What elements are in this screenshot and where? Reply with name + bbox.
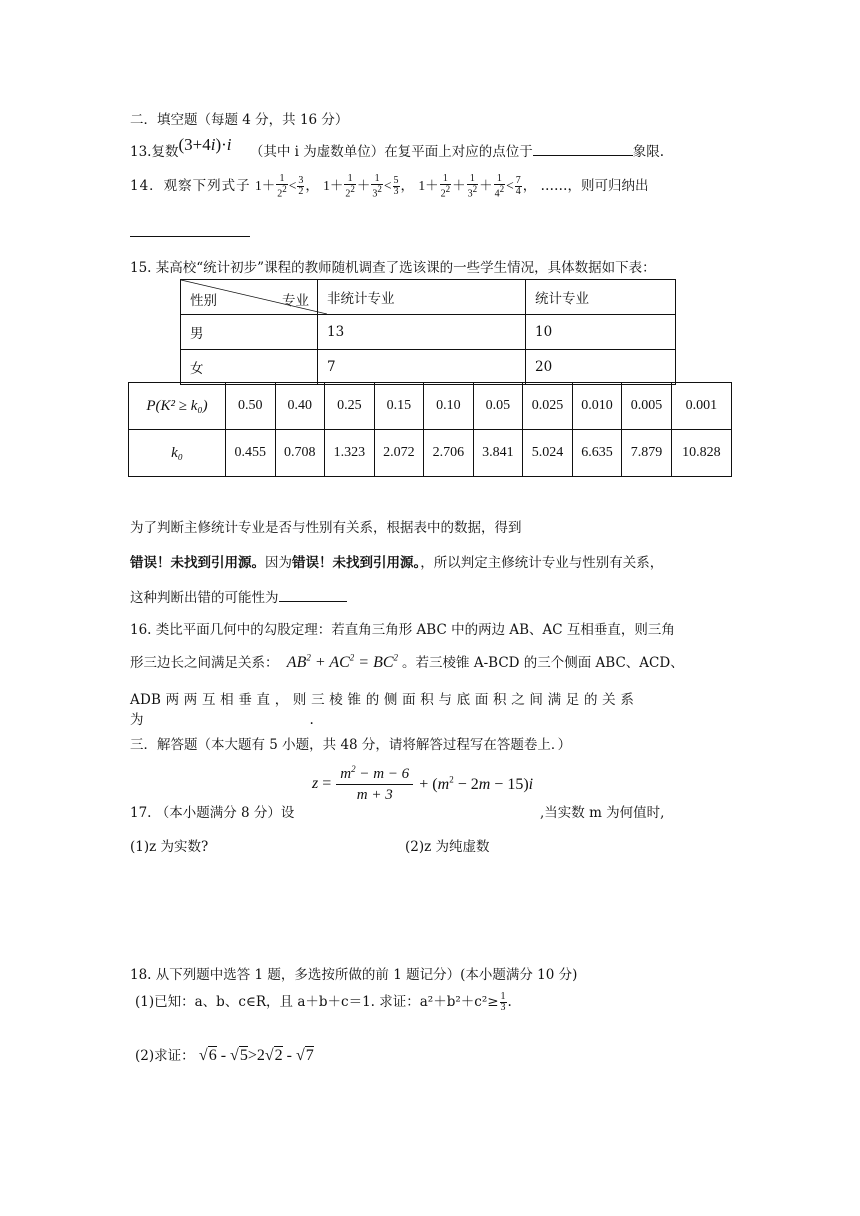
row-label: 男 xyxy=(181,315,318,350)
p-cell: 0.010 xyxy=(572,383,622,430)
q15-line2-tail: ，所以判定主修统计专业与性别有关系， xyxy=(420,555,664,571)
q14-ellipsis: ……，则可归纳出 xyxy=(540,178,649,194)
q17-prefix: 17. （本小题满分 8 分）设 xyxy=(130,805,295,821)
table-row xyxy=(181,315,676,350)
p-cell: 0.40 xyxy=(275,383,325,430)
question-13 xyxy=(130,135,665,161)
q14-formula-1: 1＋ $\frac{1}{2^2}$ < $\frac{3}{2}$ ， xyxy=(254,173,319,200)
q17-part2: (2)z 为纯虚数 xyxy=(405,839,490,855)
q16-formula: $AB^2 + AC^2 = BC^2$ xyxy=(286,652,399,671)
p-cell: 0.001 xyxy=(671,383,731,430)
row-label: 女 xyxy=(181,350,318,385)
k-cell: 0.708 xyxy=(275,430,325,477)
q15-line3 xyxy=(130,586,347,606)
q13-expression: (3+4i)·i xyxy=(178,135,232,154)
k-row xyxy=(129,430,732,477)
q15-line2 xyxy=(130,551,663,571)
k-cell: 5.024 xyxy=(523,430,573,477)
q15-line3-text: 这种判断出错的可能性为 xyxy=(130,590,279,606)
k-cell: 7.879 xyxy=(622,430,672,477)
cell: 13 xyxy=(318,315,526,350)
q15-line1: 为了判断主修统计专业是否与性别有关系，根据表中的数据，得到 xyxy=(130,520,522,536)
q13-mid: （其中 i 为虚数单位）在复平面上对应的点位于 xyxy=(249,144,533,160)
q16-line3: ADB 两 两 互 相 垂 直 ， 则 三 棱 锥 的 侧 面 积 与 底 面 积 之 间 满 足 的 关 系 xyxy=(130,692,635,708)
cell: 10 xyxy=(526,315,676,350)
cell: 7 xyxy=(318,350,526,385)
corner-label-major: 专业 xyxy=(282,293,309,309)
q18-part2 xyxy=(135,1044,314,1065)
p-cell: 0.15 xyxy=(374,383,424,430)
k-cell: 10.828 xyxy=(671,430,731,477)
question-14 xyxy=(130,174,649,200)
critical-value-table xyxy=(128,382,732,477)
because-label: 因为 xyxy=(265,555,292,571)
ref-error-2: 错误！未找到引用源。 xyxy=(292,555,421,571)
q15-intro: 15. 某高校“统计初步”课程的教师随机调查了选该课的一些学生情况，具体数据如下表： xyxy=(130,260,656,276)
q15-answer-blank[interactable] xyxy=(279,601,347,602)
q14-formula-2: 1＋ $\frac{1}{2^2}$ ＋ $\frac{1}{3^2}$ < $\frac{5}{3}$ ， xyxy=(323,173,415,200)
header-stat: 统计专业 xyxy=(526,280,676,315)
q17-formula: z = $\frac{m^2 - m - 6}{m + 3}$ + $(m^2 - 2m - 15)i$ xyxy=(312,764,534,803)
q13-prefix: 13.复数 xyxy=(130,144,179,160)
q16-line2 xyxy=(130,651,684,672)
p-cell: 0.025 xyxy=(523,383,573,430)
q16-line2-prefix: 形三边长之间满足关系： xyxy=(130,655,279,671)
k-row-head: k₀ xyxy=(129,430,226,477)
p-cell: 0.50 xyxy=(226,383,276,430)
ref-error-1: 错误！未找到引用源。 xyxy=(130,555,265,571)
q14-formula-3: 1＋ $\frac{1}{2^2}$ ＋ $\frac{1}{3^2}$ ＋ $\frac{1}{4^2}$ < $\frac{7}{4}$ ， xyxy=(418,173,537,200)
q18-inequality: √6 - √5>2√2 - √7 xyxy=(198,1047,314,1064)
q18-intro: 18. 从下列题中选答 1 题，多选按所做的前 1 题记分）(本小题满分 10 分) xyxy=(130,967,578,983)
table-row xyxy=(181,350,676,385)
q14-prefix: 14．观察下列式子 xyxy=(130,178,251,194)
k-cell: 6.635 xyxy=(572,430,622,477)
q16-line2-suffix: 。若三棱锥 A-BCD 的三个侧面 ABC、ACD、 xyxy=(402,655,684,671)
section2-title: 二．填空题（每题 4 分，共 16 分） xyxy=(130,112,349,128)
table-corner-cell xyxy=(181,280,318,315)
cell: 20 xyxy=(526,350,676,385)
k-cell: 2.706 xyxy=(424,430,474,477)
p-cell: 0.25 xyxy=(325,383,375,430)
q16-line4 xyxy=(130,708,314,728)
corner-label-gender: 性别 xyxy=(190,293,217,309)
k-cell: 2.072 xyxy=(374,430,424,477)
q17-part1: (1)z 为实数? xyxy=(130,839,209,855)
q18-part1-text: (1)已知：a、b、c∈R，且 a＋b＋c＝1. 求证：a²＋b²＋c²≥ xyxy=(135,994,499,1010)
q13-answer-blank[interactable] xyxy=(533,155,633,156)
q13-suffix: 象限. xyxy=(632,144,665,160)
q16-line4-prefix: 为 xyxy=(130,712,144,728)
header-nonstat: 非统计专业 xyxy=(318,280,526,315)
q18-part1: (1)已知：a、b、c∈R，且 a＋b＋c＝1. 求证：a²＋b²＋c²≥ $\frac{1}{3}$ . xyxy=(135,991,512,1013)
k-cell: 3.841 xyxy=(473,430,523,477)
q14-answer-blank[interactable] xyxy=(130,222,250,237)
p-cell: 0.05 xyxy=(473,383,523,430)
section3-title: 三．解答题（本大题有 5 小题，共 48 分，请将解答过程写在答题卷上．） xyxy=(130,737,572,753)
q16-line1: 16. 类比平面几何中的勾股定理：若直角三角形 ABC 中的两边 AB、AC 互相垂直，则三角 xyxy=(130,622,675,638)
p-cell: 0.005 xyxy=(622,383,672,430)
k-cell: 0.455 xyxy=(226,430,276,477)
k-cell: 1.323 xyxy=(325,430,375,477)
p-cell: 0.10 xyxy=(424,383,474,430)
q18-fraction: $\frac{1}{3}$ xyxy=(500,991,506,1013)
gender-major-table xyxy=(180,279,676,385)
q17-suffix: ,当实数 m 为何值时, xyxy=(540,805,665,821)
p-row-head: P(K² ≥ k₀) xyxy=(129,383,226,430)
q18-part2-prefix: (2)求证： xyxy=(135,1048,195,1064)
p-row xyxy=(129,383,732,430)
q16-line4-end: . xyxy=(309,712,314,728)
